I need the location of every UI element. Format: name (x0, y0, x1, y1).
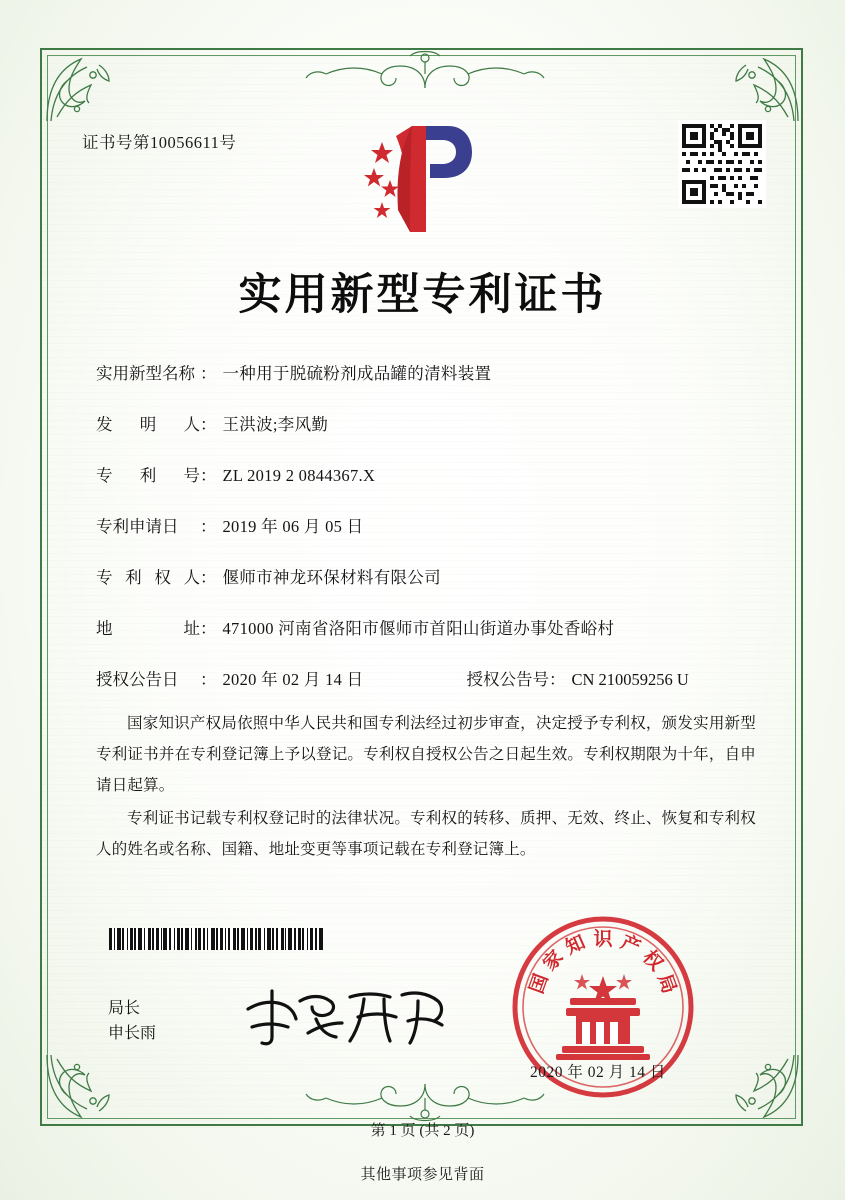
field-colon: ： (200, 466, 217, 485)
field-value: 偃师市神龙环保材料有限公司 (222, 568, 441, 587)
field-label-char: 号 (183, 466, 200, 485)
svg-text:权: 权 (638, 946, 667, 976)
field-label-char: 利 (139, 466, 157, 485)
field-label-char: 人 (183, 568, 200, 587)
corner-ornament-icon (728, 1051, 802, 1125)
field-colon: ： (200, 670, 217, 689)
field-label (96, 462, 200, 486)
field-row-inventor (96, 411, 756, 435)
footer-note: 其他事项参见背面 (360, 1167, 485, 1183)
field-value: 2019 年 06 月 05 日 (222, 517, 364, 536)
field-value: 2020 年 02 月 14 日 (222, 670, 364, 689)
field-label: 授权公告日 (96, 670, 179, 689)
field-value-announcement-number: CN 210059256 U (571, 670, 689, 689)
top-flourish-ornament-icon (290, 44, 560, 90)
patent-office-emblem-icon (352, 118, 484, 240)
field-row-patentee (96, 564, 756, 588)
corner-ornament-icon (43, 1051, 117, 1125)
field-value: 一种用于脱硫粉剂成品罐的清料装置 (222, 364, 492, 383)
svg-text:家: 家 (539, 946, 568, 976)
qr-code-icon (678, 120, 766, 208)
signature-title: 局长 (108, 1000, 141, 1017)
page-number: 第 1 页 (共 2 页) (370, 1123, 475, 1139)
field-label: 实用新型名称 (96, 364, 195, 383)
field-label (96, 615, 200, 639)
field-label-char: 址 (183, 619, 200, 638)
field-label-char: 利 (125, 568, 142, 587)
field-row-application-date (96, 513, 756, 537)
field-row-grant-announcement (96, 666, 756, 690)
field-label (96, 564, 200, 588)
handwritten-signature-icon (238, 975, 453, 1055)
field-value: ZL 2019 2 0844367.X (222, 466, 376, 485)
certificate-number: 证书号第10056611号 (82, 133, 237, 152)
field-label-char: 人 (183, 415, 200, 434)
corner-ornament-icon (728, 51, 802, 125)
legal-text-block (96, 708, 756, 867)
field-value: 王洪波;李风勤 (222, 415, 329, 434)
field-colon: ： (200, 568, 217, 587)
page-title: 实用新型专利证书 (238, 272, 607, 319)
field-value: 471000 河南省洛阳市偃师市首阳山街道办事处香峪村 (222, 619, 615, 638)
field-row-patent-number (96, 462, 756, 486)
paragraph: 专利证书记载专利权登记时的法律状况。专利权的转移、质押、无效、终止、恢复和专利权人的姓名或名称、国籍、地址变更等事项记载在专利登记簿上。 (96, 810, 756, 858)
field-label-char: 专 (96, 568, 113, 587)
field-label-char: 地 (96, 619, 113, 638)
svg-text:国: 国 (526, 971, 553, 997)
field-label-char: 发 (96, 415, 113, 434)
field-colon: ： (200, 619, 217, 638)
field-colon: ： (200, 415, 217, 434)
field-row-utility-model-name (96, 360, 756, 384)
svg-text:局: 局 (653, 971, 680, 997)
field-colon: ： (200, 364, 217, 383)
barcode-icon (109, 928, 331, 950)
signature-name: 申长雨 (108, 1025, 157, 1042)
seal-date: 2020 年 02 月 14 日 (530, 1064, 666, 1081)
field-label (96, 411, 200, 435)
field-label-announcement-number: 授权公告号： (466, 670, 566, 689)
field-colon: ： (200, 517, 217, 536)
paragraph: 国家知识产权局依照中华人民共和国专利法经过初步审查，决定授予专利权，颁发实用新型专利证书并在专利登记簿上予以登记。专利权自授权公告之日起生效。专利权期限为十年，自申请日起算。 (96, 715, 756, 794)
corner-ornament-icon (43, 51, 117, 125)
svg-text:产: 产 (617, 931, 644, 959)
field-row-address (96, 615, 756, 639)
field-label: 专利申请日 (96, 517, 179, 536)
field-label-char: 专 (96, 466, 113, 485)
svg-text:知: 知 (562, 931, 589, 959)
signature-title-block (108, 996, 156, 1046)
field-label-char: 明 (139, 415, 157, 434)
certificate-fields (96, 360, 756, 717)
field-label-char: 权 (154, 568, 171, 587)
svg-text:识: 识 (593, 929, 613, 950)
